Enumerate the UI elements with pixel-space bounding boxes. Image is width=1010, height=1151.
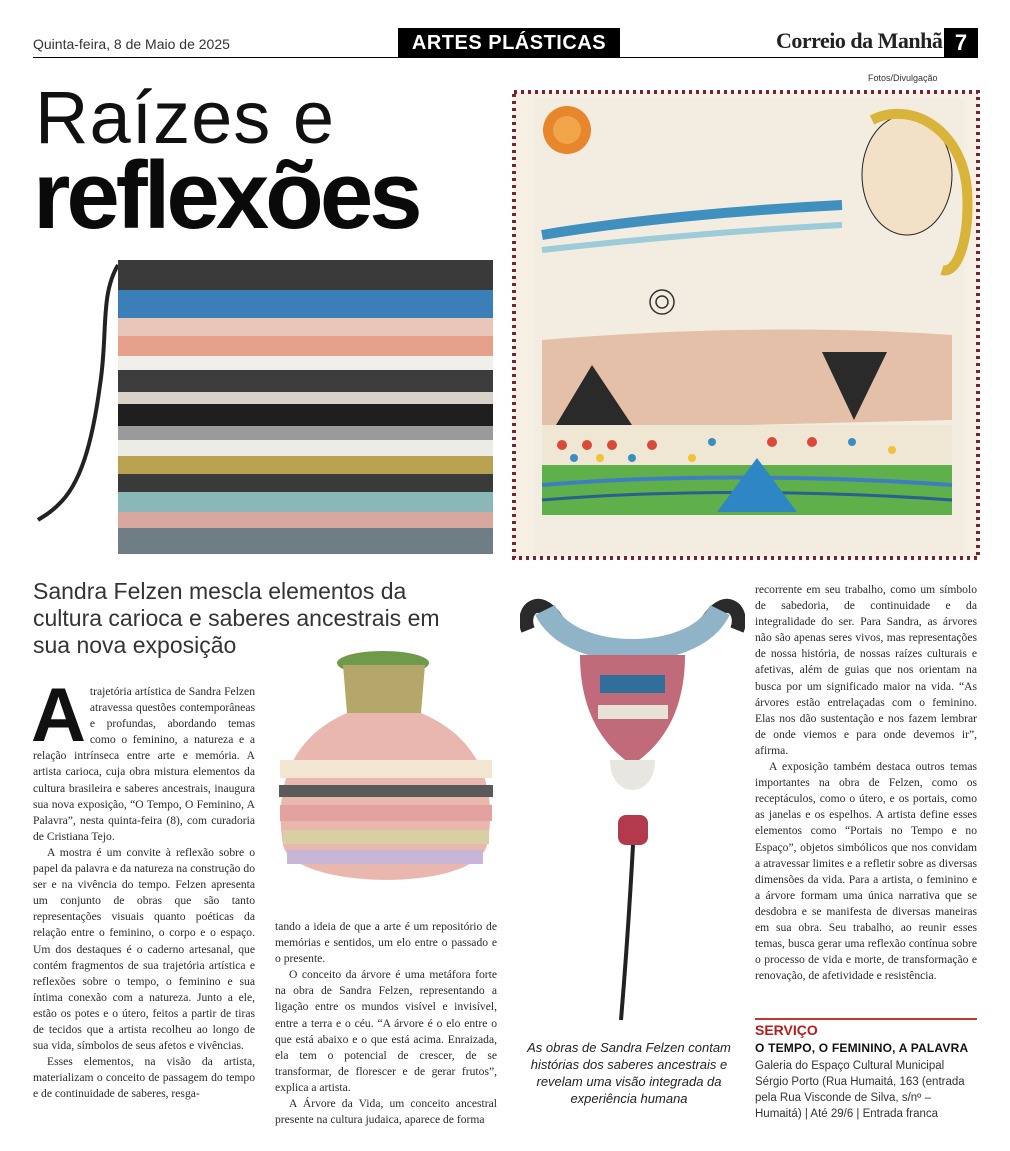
article-column-3 [755,582,977,984]
photo-painting [512,90,980,560]
photo-striped-textile [30,255,495,560]
issue-date: Quinta-feira, 8 de Maio de 2025 [33,36,230,52]
header-rule [33,57,978,58]
newspaper-logo: Correio da Manhã [776,28,943,53]
article-paragraph: A mostra é um convite à reflexão sobre o papel da palavra e da natureza na construção do ser e na vivência do tempo. Felzen apresenta um conjunto de obras que são tanto representações visuais quanto poéticas da relação entre o feminino, o corpo e o espaço. Um dos destaques é o caderno artesanal, que contém fragmentos de sua trajetória artística e reflexões sobre o tempo, o feminino e sua íntima conexão com a natureza. Junto a ele, estão os potes e o útero, feitos a partir de tiras de tecidos que a artista recolheu ao longo de sua vida, símbolos de seus afetos e vivências. [33,845,255,1053]
article-paragraph: A Árvore da Vida, um conceito ancestral presente na cultura judaica, aparece de forma [275,1097,497,1127]
photo-woven-pot [275,645,505,910]
article-paragraph: A exposição também destaca outros temas importantes na obra de Felzen, como os receptáculos, como o útero, e os portais, como as janelas e os espelhos. A artista define esses elementos como “Portais no Tempo e no Espaço”, objetos simbólicos que nos convidam a atravessar limites e a refletir sobre as diversas dimensões da vida. Para a artista, o feminino e a árvore formam uma única narrativa que se desdobra e se manifesta de diversas maneiras em sua obra. Seu trabalho, ao reunir esses temas, busca gerar uma reflexão contínua sobre o processo de vida e morte, de transformação e renovação, de afetividade e resistência. [755,760,977,983]
article-paragraph: O conceito da árvore é uma metáfora forte na obra de Sandra Felzen, representando a ligação entre os mundos visível e invisível, entre a terra e o céu. “A árvore é o elo entre o que está abaixo e o que está acima. Enraizada, ela tem o potencial de crescer, de se transformar, de florescer e de gerar frutos”, explica a artista. [275,968,497,1094]
photo-caption: As obras de Sandra Felzen contam histórias dos saberes ancestrais e revelam uma visão integrada da experiência humana [527,1040,731,1106]
article-column-2 [275,919,497,1128]
servico-info: Galeria do Espaço Cultural Municipal Sérgio Porto (Rua Humaitá, 163 (entrada pela Rua Visconde de Silva, s/nº – Humaitá) | Até 29/6 | Entrada franca [755,1060,965,1120]
servico-title: SERVIÇO [755,1022,818,1038]
article-paragraph: tando a ideia de que a arte é um repositório de memórias e sentidos, um elo entre o passado e o presente. [275,920,497,966]
servico-event-name: O TEMPO, O FEMININO, A PALAVRA [755,1041,969,1055]
article-column-1 [31,673,255,1102]
photo-uterus-sculpture [520,580,745,1035]
section-label: ARTES PLÁSTICAS [398,28,620,58]
article-paragraph: recorrente em seu trabalho, como um símbolo de sabedoria, de continuidade e da integralidade do ser. Para Sandra, as árvores não são apenas seres vivos, mas representações de nossa história, de nossas raízes culturais e afetivas, além de guias que nos orientam na busca por um significado maior na vida. “As árvores estão entrelaçadas com o feminino. Elas nos dão sustentação e nos fazem lembrar de onde viemos e para onde devemos ir”, afirma. [755,583,977,757]
article-paragraph: Esses elementos, na visão da artista, materializam o conceito de passagem do tempo e de continuidade de saberes, resga- [33,1055,255,1101]
article-paragraph: trajetória artística de Sandra Felzen atravessa questões contemporâneas e profundas, abordando temas como o feminino, a natureza e a relação intrínseca entre arte e memória. A artista carioca, cuja obra mistura elementos da cultura brasileira e saberes ancestrais, inaugura sua nova exposição, “O Tempo, O Feminino, A Palavra”, nesta quinta-feira (8), com curadoria de Cristiana Tejo. [33,685,255,843]
photo-credit: Fotos/Divulgação [868,73,938,83]
article-subtitle: Sandra Felzen mescla elementos da cultura carioca e saberes ancestrais em sua nova exposição [33,578,440,658]
page-number: 7 [944,28,978,58]
drop-cap: A [31,673,86,758]
servico-rule [755,1018,977,1020]
headline-line2: reflexões [33,142,419,249]
headline-line1: Raízes e [35,76,336,159]
